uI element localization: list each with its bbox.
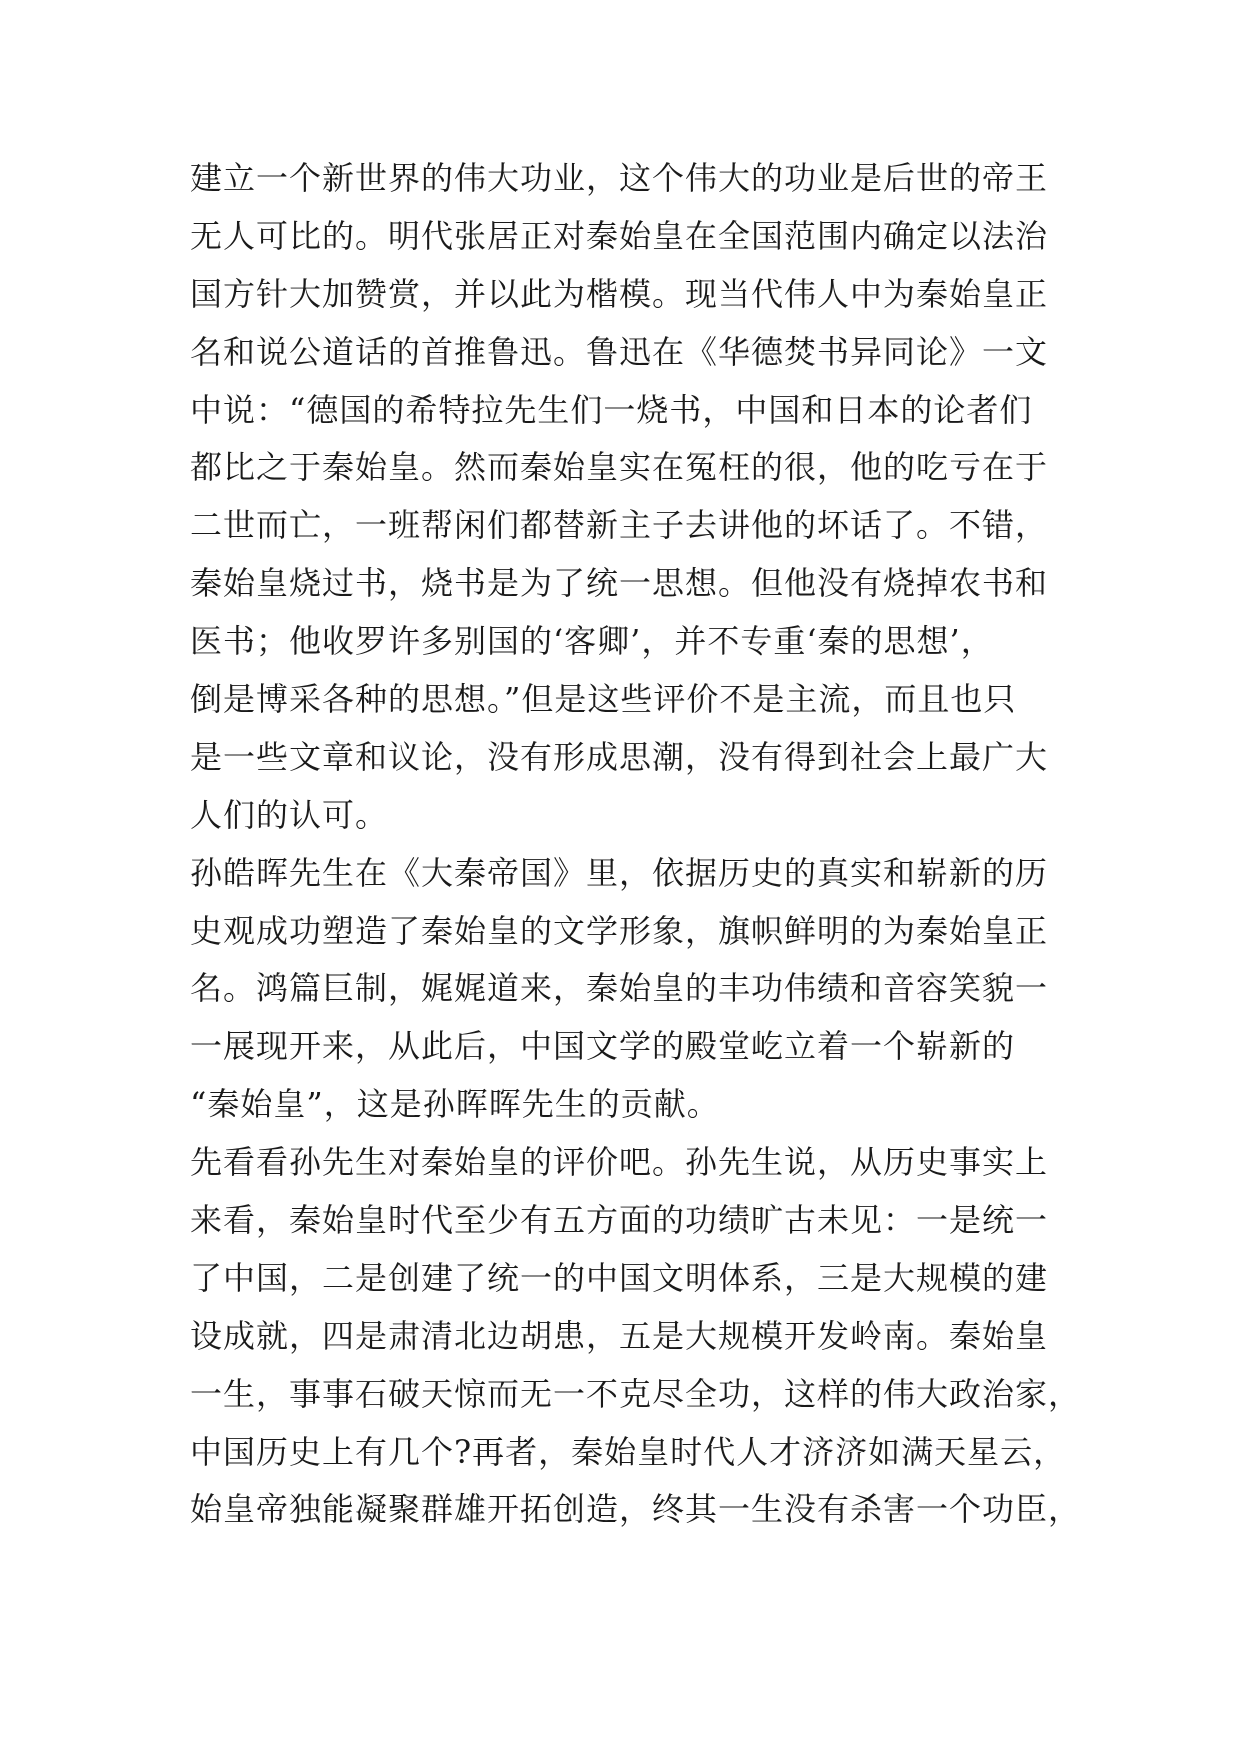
text-line: 名。鸿篇巨制，娓娓道来，秦始皇的丰功伟绩和音容笑貌一 <box>190 969 1049 1008</box>
text-line: 秦始皇烧过书，烧书是为了统一思想。但他没有烧掉农书和 <box>190 564 1049 603</box>
text-line: 史观成功塑造了秦始皇的文学形象，旗帜鲜明的为秦始皇正 <box>190 911 1049 950</box>
text-line: 设成就，四是肃清北边胡患，五是大规模开发岭南。秦始皇 <box>190 1316 1049 1355</box>
text-line: 是一些文章和议论，没有形成思潮，没有得到社会上最广大 <box>190 737 1049 776</box>
text-line: 中国历史上有几个?再者，秦始皇时代人才济济如满天星云， <box>190 1432 1067 1471</box>
text-line: 国方针大加赞赏，并以此为楷模。现当代伟人中为秦始皇正 <box>190 274 1049 313</box>
paragraph-1 <box>190 150 1090 845</box>
text-line: 先看看孙先生对秦始皇的评价吧。孙先生说，从历史事实上 <box>190 1143 1049 1182</box>
text-line: 无人可比的。明代张居正对秦始皇在全国范围内确定以法治 <box>190 216 1049 255</box>
paragraph-3 <box>190 1134 1090 1539</box>
text-line: 人们的认可。 <box>190 795 389 834</box>
text-line: 名和说公道话的首推鲁迅。鲁迅在《华德焚书异同论》一文 <box>190 332 1049 371</box>
text-line: 倒是博采各种的思想。”但是这些评价不是主流，而且也只 <box>190 680 1017 719</box>
text-line: 医书；他收罗许多别国的‘客卿’，并不专重‘秦的思想’， <box>190 622 994 661</box>
paragraph-2 <box>190 845 1090 1134</box>
text-line: “秦始皇”，这是孙晖晖先生的贡献。 <box>190 1085 720 1124</box>
text-line: 了中国，二是创建了统一的中国文明体系，三是大规模的建 <box>190 1258 1049 1297</box>
text-line: 孙皓晖先生在《大秦帝国》里，依据历史的真实和崭新的历 <box>190 853 1049 892</box>
text-line: 建立一个新世界的伟大功业，这个伟大的功业是后世的帝王 <box>190 159 1049 197</box>
text-line: 中说：“德国的希特拉先生们一烧书，中国和日本的论者们 <box>190 390 1033 429</box>
text-line: 一展现开来，从此后，中国文学的殿堂屹立着一个崭新的 <box>190 1027 1016 1066</box>
text-line: 一生，事事石破天惊而无一不克尽全功，这样的伟大政治家， <box>190 1374 1082 1413</box>
text-line: 都比之于秦始皇。然而秦始皇实在冤枉的很，他的吃亏在于 <box>190 448 1049 487</box>
text-line: 二世而亡，一班帮闲们都替新主子去讲他的坏话了。不错， <box>190 506 1049 545</box>
text-line: 始皇帝独能凝聚群雄开拓创造，终其一生没有杀害一个功臣， <box>190 1490 1082 1529</box>
document-body <box>190 150 1090 1539</box>
text-line: 来看，秦始皇时代至少有五方面的功绩旷古未见：一是统一 <box>190 1201 1049 1240</box>
